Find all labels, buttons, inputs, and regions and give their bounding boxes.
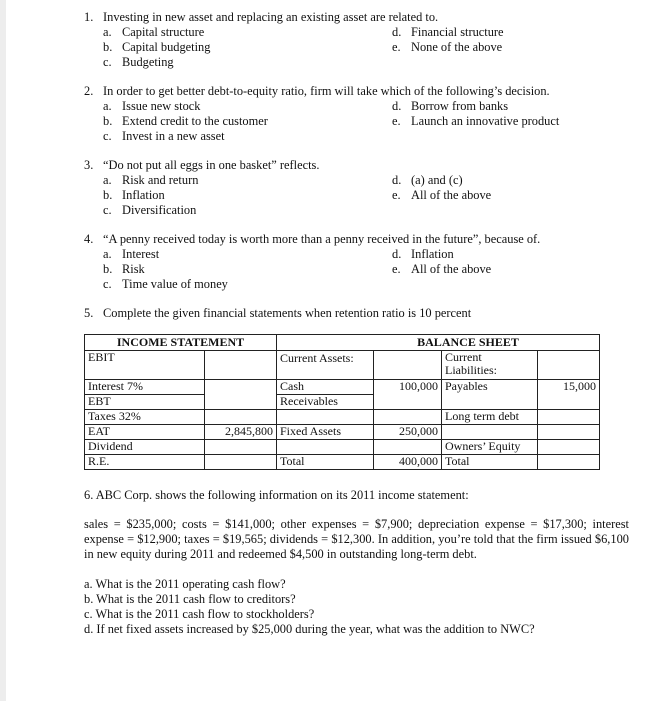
ebt-label: EBT — [85, 395, 205, 410]
ebit-label: EBIT — [85, 351, 205, 380]
cell-empty — [374, 440, 442, 455]
sub-question-a: a. What is the 2011 operating cash flow? — [84, 577, 286, 591]
question-4 — [84, 232, 644, 291]
income-statement-header: INCOME STATEMENT — [85, 335, 277, 351]
question-number: 2. — [84, 84, 94, 98]
cash-label: Cash — [277, 380, 374, 395]
payables-value: 15,000 — [538, 380, 600, 395]
re-label: R.E. — [85, 455, 205, 470]
sub-question-d: d. If net fixed assets increased by $25,000 during the year, what was the addition to NWC? — [84, 622, 535, 636]
sub-question-b: b. What is the 2011 cash flow to creditors? — [84, 592, 296, 606]
option-b: b. Capital budgeting — [103, 40, 211, 54]
question-number: 5. — [84, 306, 94, 320]
cell-empty — [205, 440, 277, 455]
question-stem — [84, 232, 644, 247]
question-text: 6. ABC Corp. shows the following information on its 2011 income statement: — [84, 488, 469, 502]
cell-empty — [205, 455, 277, 470]
option-c: c. Invest in a new asset — [103, 129, 225, 143]
sub-question-c: c. What is the 2011 cash flow to stockholders? — [84, 607, 315, 621]
financial-statements-table — [84, 334, 600, 470]
cell-empty — [374, 351, 442, 380]
question-stem — [84, 10, 644, 25]
table-row — [85, 425, 600, 440]
option-c: c. Time value of money — [103, 277, 228, 291]
cell-empty — [538, 440, 600, 455]
cell-empty — [205, 410, 277, 425]
question-text: Complete the given financial statements when retention ratio is 10 percent — [103, 306, 472, 320]
question-3 — [84, 158, 644, 217]
table-row — [85, 380, 600, 395]
cell-empty — [205, 380, 277, 395]
cell-empty — [277, 410, 374, 425]
cell-empty — [538, 455, 600, 470]
balance-sheet-header: BALANCE SHEET — [277, 335, 600, 351]
page-edge-shadow — [0, 0, 6, 701]
cash-value: 100,000 — [374, 380, 442, 395]
question-paragraph: sales = $235,000; costs = $141,000; other expenses = $7,900; depreciation expense = $17,300; interest expense = $12,900; taxes = $19,565; dividends = $12,300. In addition, you’re told that the firm issued $6,100 in new equity during 2011 and redeemed $4,500 in outstanding long-term debt. — [84, 517, 629, 561]
cell-empty — [277, 440, 374, 455]
cell-empty — [442, 425, 538, 440]
question-2 — [84, 84, 644, 143]
taxes-label: Taxes 32% — [85, 410, 205, 425]
table-row — [85, 395, 600, 410]
option-b: b. Risk — [103, 262, 145, 276]
option-d: d. (a) and (c) — [392, 173, 463, 187]
option-e: e. All of the above — [392, 188, 492, 202]
long-term-debt-label: Long term debt — [442, 410, 538, 425]
cell-empty — [205, 351, 277, 380]
cell-empty — [205, 395, 277, 410]
option-b: b. Inflation — [103, 188, 165, 202]
option-d: d. Financial structure — [392, 25, 504, 39]
table-row — [85, 440, 600, 455]
current-assets-label: Current Assets: — [277, 351, 374, 380]
option-d: d. Borrow from banks — [392, 99, 509, 113]
cell-empty — [538, 395, 600, 410]
option-e: e. Launch an innovative product — [392, 114, 560, 128]
eat-value: 2,845,800 — [205, 425, 277, 440]
question-text: “Do not put all eggs in one basket” reflects. — [103, 158, 320, 172]
payables-label: Payables — [442, 380, 538, 395]
question-number: 3. — [84, 158, 94, 172]
receivables-label: Receivables — [277, 395, 374, 410]
cell-empty — [538, 351, 600, 380]
table-row — [85, 455, 600, 470]
option-a: a. Capital structure — [103, 25, 205, 39]
question-stem — [84, 158, 644, 173]
question-5 — [84, 306, 644, 321]
cell-empty — [538, 425, 600, 440]
fixed-assets-value: 250,000 — [374, 425, 442, 440]
question-6-paragraph — [84, 517, 629, 562]
option-e: e. All of the above — [392, 262, 492, 276]
option-e: e. None of the above — [392, 40, 503, 54]
owners-equity-label: Owners’ Equity — [442, 440, 538, 455]
table-row — [85, 351, 600, 380]
total-liabilities-label: Total — [442, 455, 538, 470]
total-assets-label: Total — [277, 455, 374, 470]
question-1 — [84, 10, 644, 69]
eat-label: EAT — [85, 425, 205, 440]
fixed-assets-label: Fixed Assets — [277, 425, 374, 440]
question-number: 1. — [84, 10, 94, 24]
option-d: d. Inflation — [392, 247, 454, 261]
table-header-row — [85, 335, 600, 351]
question-6-title — [84, 488, 629, 503]
question-stem — [84, 306, 644, 321]
option-a: a. Interest — [103, 247, 160, 261]
total-value: 400,000 — [374, 455, 442, 470]
question-6-parts — [84, 577, 629, 637]
cell-empty — [374, 410, 442, 425]
interest-label: Interest 7% — [85, 380, 205, 395]
question-number: 4. — [84, 232, 94, 246]
cell-empty — [538, 410, 600, 425]
question-text: “A penny received today is worth more than a penny received in the future”, because of. — [103, 232, 541, 246]
option-a: a. Risk and return — [103, 173, 199, 187]
cell-empty — [442, 395, 538, 410]
question-text: Investing in new asset and replacing an existing asset are related to. — [103, 10, 439, 24]
current-liabilities-label: Current Liabilities: — [442, 351, 538, 380]
question-text: In order to get better debt-to-equity ratio, firm will take which of the following’s decision. — [103, 84, 550, 98]
option-c: c. Budgeting — [103, 55, 174, 69]
option-b: b. Extend credit to the customer — [103, 114, 268, 128]
option-c: c. Diversification — [103, 203, 197, 217]
dividend-label: Dividend — [85, 440, 205, 455]
table-row — [85, 410, 600, 425]
cell-empty — [374, 395, 442, 410]
option-a: a. Issue new stock — [103, 99, 201, 113]
question-stem — [84, 84, 644, 99]
